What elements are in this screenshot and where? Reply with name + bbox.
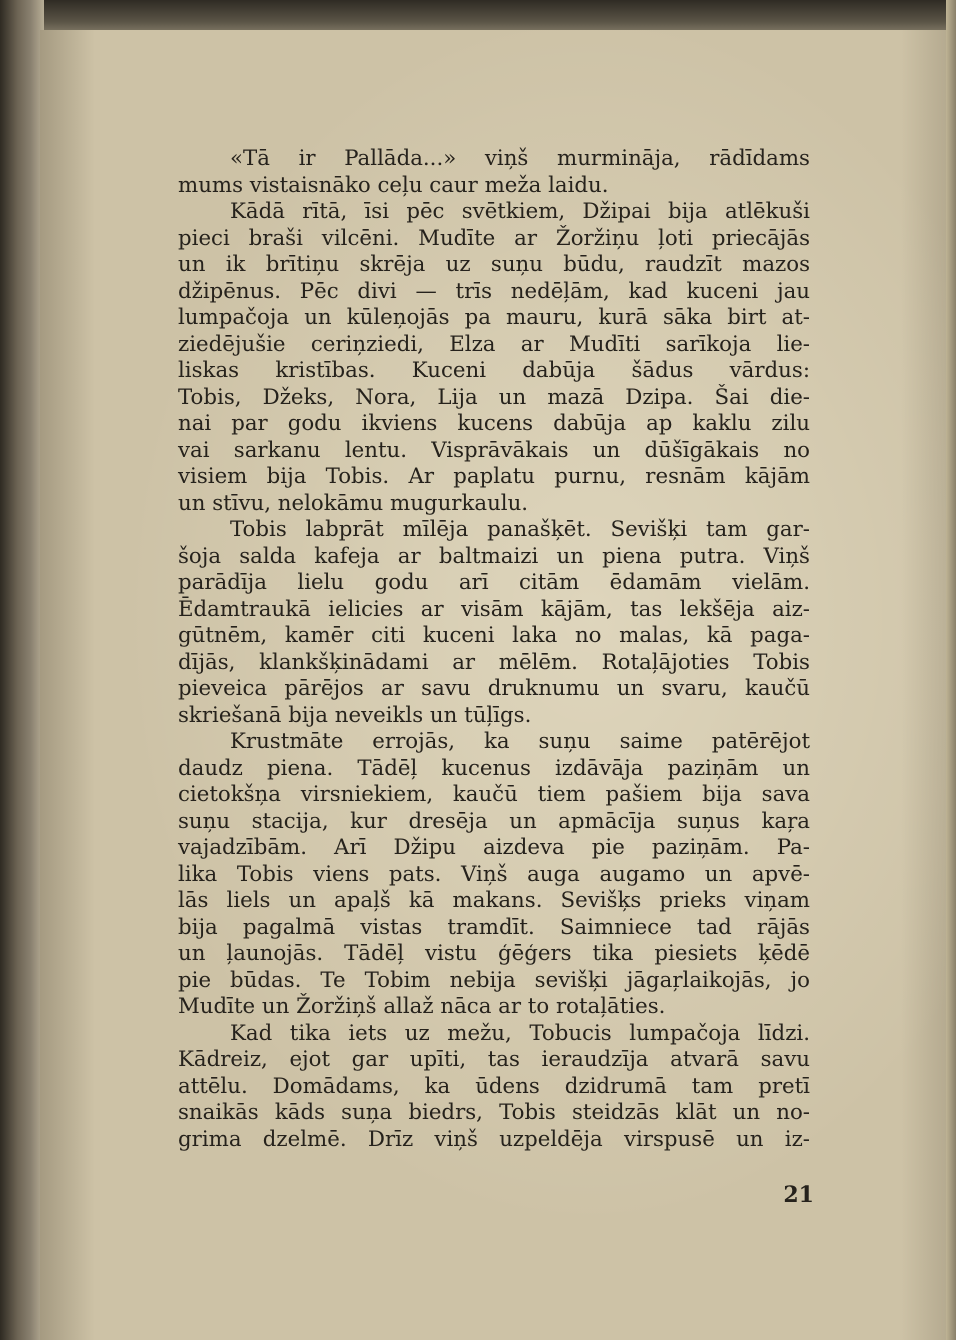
text-line: Kādā rītā, īsi pēc svētkiem, Džipai bija atlēkuši (230, 199, 810, 224)
page-number: 21 (783, 1182, 814, 1208)
text-line: bija pagalmā vistas tramdīt. Saimniece tad rājās (178, 914, 810, 940)
text-line: «Tā ir Pallāda...» viņš murmināja, rādīdams (230, 146, 810, 171)
text-line: liskas kristības. Kuceni dabūja šādus vārdus: (178, 358, 810, 383)
text-line: attēlu. Domādams, ka ūdens dzidrumā tam pretī (178, 1073, 810, 1099)
text-line: cietokšņa virsniekiem, kaučū tiem pašiem bija sava (178, 782, 810, 807)
text-line: Kādreiz, ejot gar upīti, tas ieraudzīja atvarā savu (178, 1047, 810, 1072)
page-text (178, 146, 810, 1153)
text-line: pie būdas. Te Tobim nebija sevišķi jāgaŗlaikojās, jo (178, 967, 810, 993)
book-spine (0, 0, 44, 1340)
text-line: Krustmāte errojās, ka suņu saime patērējot (230, 729, 810, 754)
text-line: lika Tobis viens pats. Viņš auga augamo un apvē- (178, 861, 810, 887)
text-line: grima dzelmē. Drīz viņš uzpeldēja virspusē un iz- (178, 1126, 810, 1152)
text-line: Mudīte un Žoržiņš allaž nāca ar to rotaļāties. (178, 994, 666, 1019)
text-line: visiem bija Tobis. Ar paplatu purnu, resnām kājām (178, 464, 810, 489)
text-line: ziedējušie ceriņziedi, Elza ar Mudīti sarīkoja lie- (178, 331, 810, 357)
text-line: skriešanā bija neveikls un tūļīgs. (178, 702, 532, 728)
text-line: vajadzībām. Arī Džipu aizdeva pie paziņām. Pa- (178, 835, 810, 860)
text-line: vai sarkanu lentu. Visprāvākais un dūšīgākais no (178, 437, 810, 463)
text-line: nai par godu ikviens kucens dabūja ap kaklu zilu (178, 411, 810, 436)
text-line: džipēnus. Pēc divi — trīs nedēļām, kad kuceni jau (178, 278, 810, 304)
text-line: Kad tika iets uz mežu, Tobucis lumpačoja līdzi. (230, 1020, 810, 1046)
text-line: Ēdamtraukā ielicies ar visām kājām, tas lekšēja aiz- (178, 596, 810, 622)
text-line: šoja salda kafeja ar baltmaizi un piena putra. Viņš (178, 543, 810, 569)
text-line: lās liels un apaļš kā makans. Sevišķs prieks viņam (178, 888, 810, 913)
text-line: lumpačoja un kūleņojās pa mauru, kurā sāka birt at- (178, 305, 810, 330)
text-line: un ļaunojās. Tādēļ vistu ģēģers tika piesiets ķēdē (178, 941, 810, 966)
text-line: un stīvu, nelokāmu mugurkaulu. (178, 490, 529, 516)
text-line: snaikās kāds suņa biedrs, Tobis steidzās klāt un no- (178, 1100, 810, 1125)
page-edge (946, 0, 956, 1340)
text-line: daudz piena. Tādēļ kucenus izdāvāja paziņām un (178, 755, 810, 781)
text-line: pieveica pārējos ar savu druknumu un svaru, kaučū (178, 676, 810, 701)
text-line: mums vistaisnāko ceļu caur meža laidu. (178, 172, 609, 198)
text-line: pieci braši vilcēni. Mudīte ar Žoržiņu ļoti priecājās (178, 225, 810, 251)
text-line: suņu stacija, kur dresēja un apmācīja suņus kaŗa (178, 808, 810, 834)
text-line: Tobis, Džeks, Nora, Lija un mazā Dzipa. Šai die- (178, 384, 810, 410)
text-line: un ik brītiņu skrēja uz suņu būdu, raudzīt mazos (178, 252, 810, 277)
text-line: parādīja lielu godu arī citām ēdamām vielām. (178, 570, 810, 595)
text-line: gūtnēm, kamēr citi kuceni laka no malas, kā paga- (178, 623, 810, 648)
text-line: dījās, klankšķinādami ar mēlēm. Rotaļājoties Tobis (178, 649, 810, 675)
text-line: Tobis labprāt mīlēja panašķēt. Sevišķi tam gar- (230, 517, 810, 542)
